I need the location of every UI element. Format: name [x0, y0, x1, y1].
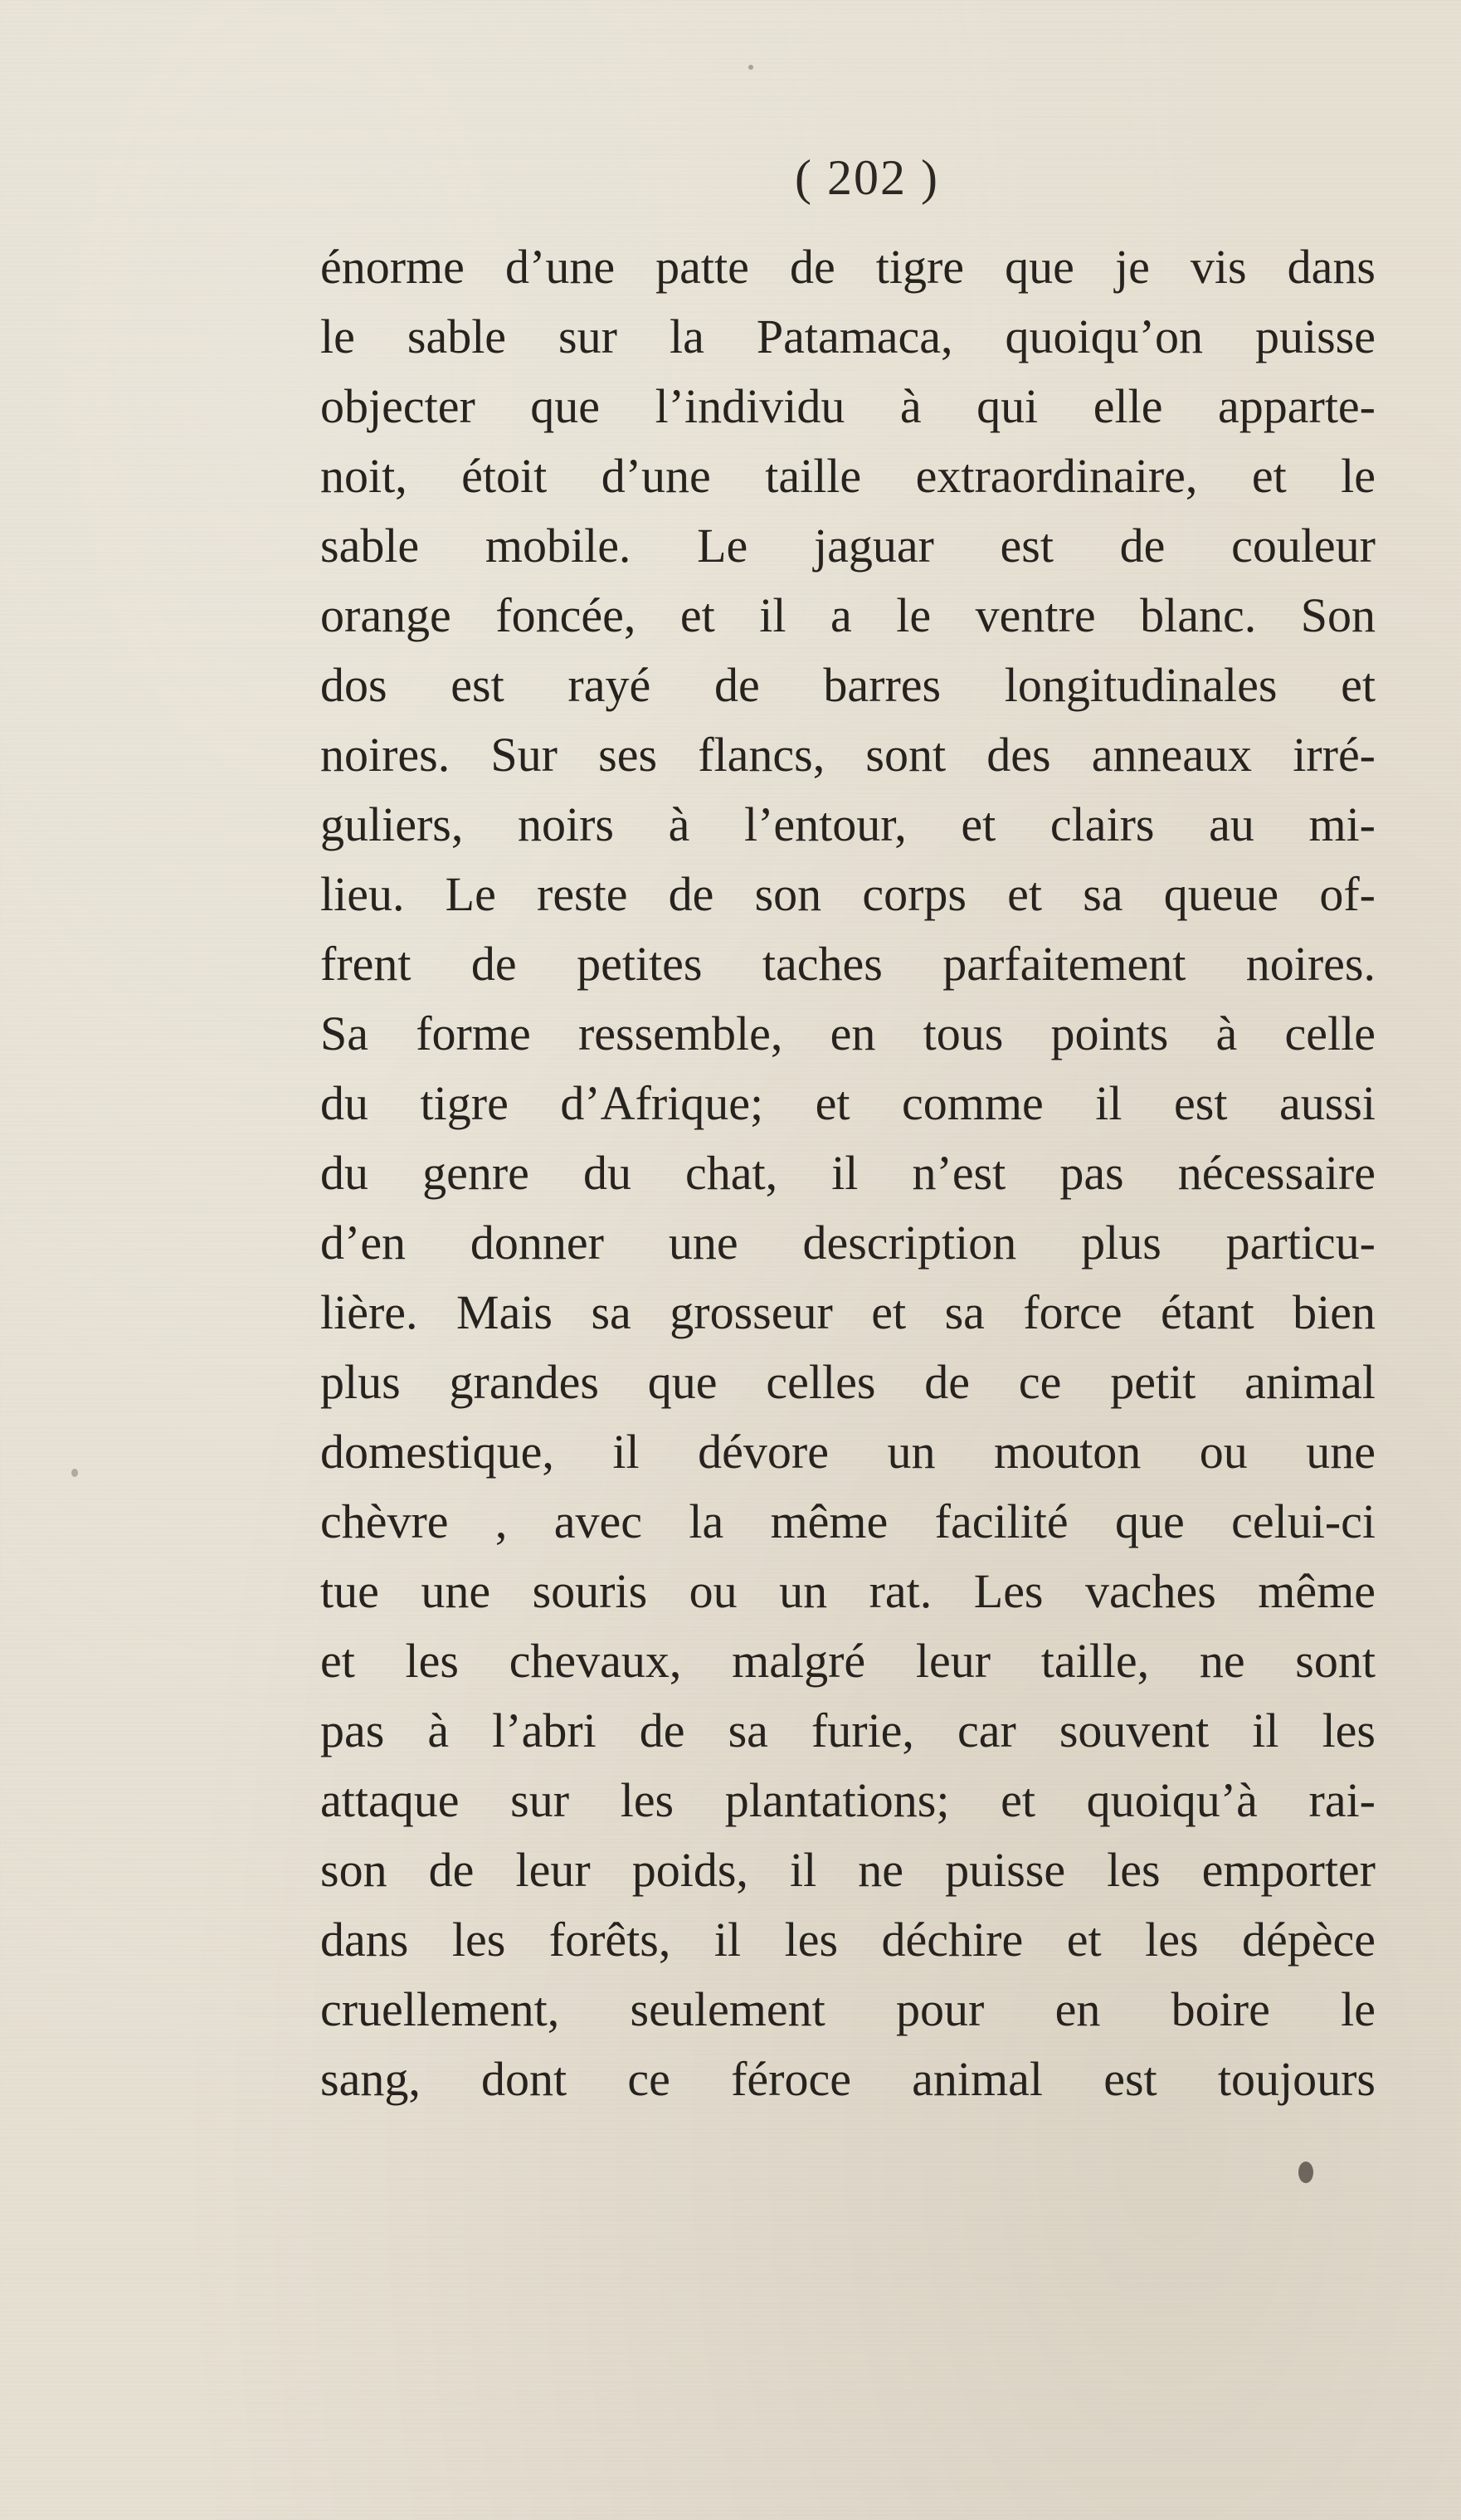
text-line: énorme d’une patte de tigre que je vis dans — [320, 240, 1376, 294]
text-line: noit, étoit d’une taille extraordinaire, et le — [320, 449, 1376, 503]
text-line: noires. Sur ses flancs, sont des anneaux irré- — [320, 728, 1376, 782]
text-line: sang, dont ce féroce animal est toujours — [320, 2052, 1376, 2106]
ink-speck — [1298, 2162, 1313, 2183]
body-text — [320, 232, 1376, 2114]
text-line: et les chevaux, malgré leur taille, ne sont — [320, 1634, 1376, 1688]
ink-speck — [748, 65, 753, 70]
text-line: lieu. Le reste de son corps et sa queue of- — [320, 867, 1376, 921]
text-line: dos est rayé de barres longitudinales et — [320, 658, 1376, 712]
text-line: du genre du chat, il n’est pas nécessaire — [320, 1146, 1376, 1200]
text-line: chèvre , avec la même facilité que celui-ci — [320, 1494, 1376, 1548]
text-line: du tigre d’Afrique; et comme il est aussi — [320, 1076, 1376, 1130]
text-line: le sable sur la Patamaca, quoiqu’on puisse — [320, 310, 1376, 363]
text-line: guliers, noirs à l’entour, et clairs au mi- — [320, 797, 1376, 851]
text-line: tue une souris ou un rat. Les vaches même — [320, 1564, 1376, 1618]
text-line: dans les forêts, il les déchire et les dépèce — [320, 1913, 1376, 1967]
text-line: frent de petites taches parfaitement noires. — [320, 937, 1376, 991]
text-line: son de leur poids, il ne puisse les emporter — [320, 1843, 1376, 1897]
page-number: ( 202 ) — [795, 150, 939, 205]
text-line: attaque sur les plantations; et quoiqu’à rai- — [320, 1773, 1376, 1827]
text-line: pas à l’abri de sa furie, car souvent il les — [320, 1704, 1376, 1757]
text-line: objecter que l’individu à qui elle apparte- — [320, 379, 1376, 433]
text-line: orange foncée, et il a le ventre blanc. Son — [320, 588, 1376, 642]
text-line: plus grandes que celles de ce petit animal — [320, 1355, 1376, 1409]
text-line: lière. Mais sa grosseur et sa force étant bien — [320, 1285, 1376, 1339]
ink-speck — [71, 1469, 78, 1477]
text-line: d’en donner une description plus particu- — [320, 1216, 1376, 1270]
text-line: cruellement, seulement pour en boire le — [320, 1982, 1376, 2036]
text-line: domestique, il dévore un mouton ou une — [320, 1425, 1376, 1479]
text-line: Sa forme ressemble, en tous points à celle — [320, 1007, 1376, 1060]
text-line: sable mobile. Le jaguar est de couleur — [320, 519, 1376, 573]
